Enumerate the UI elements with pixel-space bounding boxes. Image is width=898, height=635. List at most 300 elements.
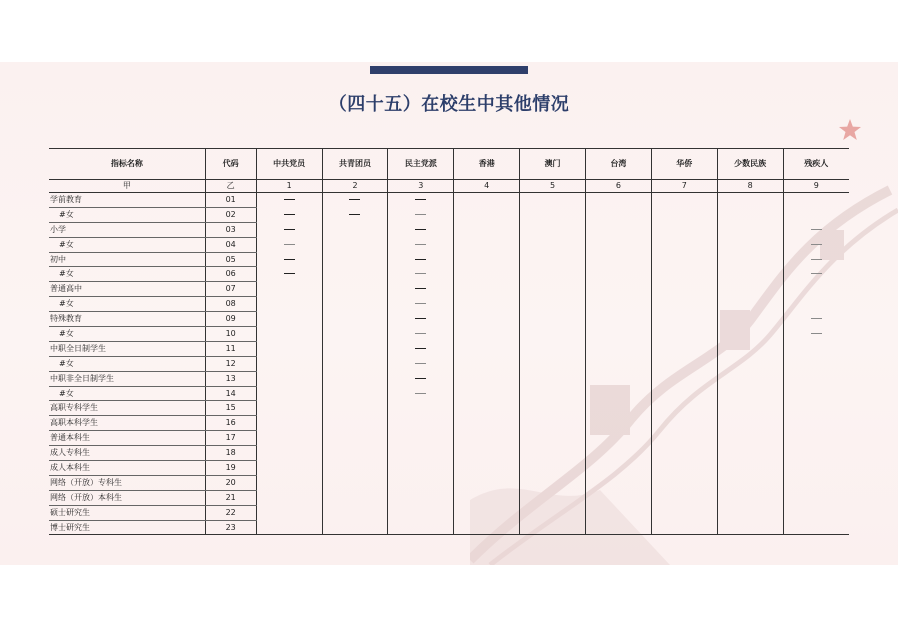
cell-col-6 bbox=[586, 207, 652, 222]
cell-col-3 bbox=[388, 371, 454, 386]
cell-col-7 bbox=[651, 461, 717, 476]
cell-col-2 bbox=[322, 475, 388, 490]
row-code: 23 bbox=[205, 520, 256, 535]
cell-col-9 bbox=[783, 297, 849, 312]
cell-col-8 bbox=[717, 371, 783, 386]
cell-col-7 bbox=[651, 207, 717, 222]
row-name: 高职专科学生 bbox=[49, 401, 205, 416]
cell-col-2 bbox=[322, 312, 388, 327]
row-name: #女 bbox=[49, 267, 205, 282]
data-table bbox=[49, 148, 849, 535]
table-row bbox=[49, 341, 849, 356]
cell-col-1 bbox=[256, 222, 322, 237]
dash-mark bbox=[284, 244, 295, 245]
subheader-col-5: 5 bbox=[520, 180, 586, 193]
cell-col-5 bbox=[520, 207, 586, 222]
cell-col-6 bbox=[586, 520, 652, 535]
subheader-col-1: 1 bbox=[256, 180, 322, 193]
cell-col-7 bbox=[651, 341, 717, 356]
cell-col-7 bbox=[651, 312, 717, 327]
row-name: 网络（开放）专科生 bbox=[49, 475, 205, 490]
row-name: 硕士研究生 bbox=[49, 505, 205, 520]
dash-mark bbox=[415, 199, 426, 200]
cell-col-5 bbox=[520, 431, 586, 446]
row-name: 中职非全日制学生 bbox=[49, 371, 205, 386]
dash-mark bbox=[415, 244, 426, 245]
cell-col-3 bbox=[388, 341, 454, 356]
row-name: 网络（开放）本科生 bbox=[49, 490, 205, 505]
cell-col-4 bbox=[454, 431, 520, 446]
cell-col-9 bbox=[783, 341, 849, 356]
cell-col-3 bbox=[388, 237, 454, 252]
cell-col-7 bbox=[651, 356, 717, 371]
row-code: 18 bbox=[205, 446, 256, 461]
header-name: 指标名称 bbox=[49, 149, 205, 180]
cell-col-7 bbox=[651, 431, 717, 446]
cell-col-4 bbox=[454, 341, 520, 356]
header-row bbox=[49, 149, 849, 180]
cell-col-4 bbox=[454, 505, 520, 520]
cell-col-6 bbox=[586, 327, 652, 342]
cell-col-6 bbox=[586, 386, 652, 401]
cell-col-2 bbox=[322, 356, 388, 371]
header-col-5: 澳门 bbox=[520, 149, 586, 180]
cell-col-4 bbox=[454, 193, 520, 208]
cell-col-1 bbox=[256, 416, 322, 431]
row-name: 中职全日制学生 bbox=[49, 341, 205, 356]
dash-mark bbox=[415, 259, 426, 260]
cell-col-9 bbox=[783, 312, 849, 327]
dash-mark bbox=[415, 333, 426, 334]
cell-col-6 bbox=[586, 401, 652, 416]
cell-col-2 bbox=[322, 386, 388, 401]
cell-col-4 bbox=[454, 475, 520, 490]
cell-col-6 bbox=[586, 431, 652, 446]
dash-mark bbox=[415, 273, 426, 274]
cell-col-7 bbox=[651, 416, 717, 431]
cell-col-3 bbox=[388, 446, 454, 461]
row-code: 14 bbox=[205, 386, 256, 401]
dash-mark bbox=[415, 318, 426, 319]
cell-col-3 bbox=[388, 520, 454, 535]
cell-col-1 bbox=[256, 207, 322, 222]
cell-col-4 bbox=[454, 297, 520, 312]
row-name: 博士研究生 bbox=[49, 520, 205, 535]
cell-col-5 bbox=[520, 222, 586, 237]
cell-col-2 bbox=[322, 193, 388, 208]
cell-col-2 bbox=[322, 237, 388, 252]
header-col-2: 共青团员 bbox=[322, 149, 388, 180]
cell-col-1 bbox=[256, 356, 322, 371]
cell-col-5 bbox=[520, 267, 586, 282]
cell-col-6 bbox=[586, 193, 652, 208]
cell-col-3 bbox=[388, 312, 454, 327]
cell-col-9 bbox=[783, 520, 849, 535]
cell-col-2 bbox=[322, 222, 388, 237]
cell-col-2 bbox=[322, 446, 388, 461]
table-row bbox=[49, 237, 849, 252]
cell-col-9 bbox=[783, 446, 849, 461]
table-row bbox=[49, 327, 849, 342]
cell-col-3 bbox=[388, 327, 454, 342]
cell-col-8 bbox=[717, 505, 783, 520]
cell-col-6 bbox=[586, 505, 652, 520]
cell-col-5 bbox=[520, 505, 586, 520]
table-row bbox=[49, 297, 849, 312]
row-code: 22 bbox=[205, 505, 256, 520]
dash-mark bbox=[284, 259, 295, 260]
cell-col-8 bbox=[717, 193, 783, 208]
row-name: 初中 bbox=[49, 252, 205, 267]
cell-col-9 bbox=[783, 267, 849, 282]
cell-col-9 bbox=[783, 207, 849, 222]
cell-col-5 bbox=[520, 312, 586, 327]
subheader-col-6: 6 bbox=[586, 180, 652, 193]
cell-col-7 bbox=[651, 222, 717, 237]
cell-col-3 bbox=[388, 475, 454, 490]
row-code: 03 bbox=[205, 222, 256, 237]
row-name: #女 bbox=[49, 356, 205, 371]
cell-col-3 bbox=[388, 401, 454, 416]
row-name: 成人专科生 bbox=[49, 446, 205, 461]
cell-col-1 bbox=[256, 267, 322, 282]
row-code: 01 bbox=[205, 193, 256, 208]
cell-col-5 bbox=[520, 371, 586, 386]
star-icon bbox=[838, 118, 862, 142]
cell-col-7 bbox=[651, 297, 717, 312]
subheader-name: 甲 bbox=[49, 180, 205, 193]
dash-mark bbox=[415, 288, 426, 289]
cell-col-8 bbox=[717, 475, 783, 490]
dash-mark bbox=[284, 199, 295, 200]
table-row bbox=[49, 446, 849, 461]
cell-col-5 bbox=[520, 297, 586, 312]
cell-col-3 bbox=[388, 267, 454, 282]
cell-col-2 bbox=[322, 297, 388, 312]
cell-col-8 bbox=[717, 356, 783, 371]
row-name: #女 bbox=[49, 386, 205, 401]
cell-col-6 bbox=[586, 490, 652, 505]
cell-col-6 bbox=[586, 312, 652, 327]
row-name: 特殊教育 bbox=[49, 312, 205, 327]
cell-col-8 bbox=[717, 237, 783, 252]
cell-col-2 bbox=[322, 490, 388, 505]
cell-col-2 bbox=[322, 416, 388, 431]
cell-col-8 bbox=[717, 490, 783, 505]
cell-col-6 bbox=[586, 237, 652, 252]
cell-col-9 bbox=[783, 401, 849, 416]
subheader-code: 乙 bbox=[205, 180, 256, 193]
cell-col-1 bbox=[256, 252, 322, 267]
cell-col-3 bbox=[388, 416, 454, 431]
cell-col-3 bbox=[388, 490, 454, 505]
cell-col-4 bbox=[454, 282, 520, 297]
dash-mark bbox=[415, 363, 426, 364]
cell-col-7 bbox=[651, 237, 717, 252]
cell-col-1 bbox=[256, 282, 322, 297]
row-name: 成人本科生 bbox=[49, 461, 205, 476]
table-row bbox=[49, 252, 849, 267]
dash-mark bbox=[415, 393, 426, 394]
cell-col-7 bbox=[651, 282, 717, 297]
table-row bbox=[49, 207, 849, 222]
cell-col-6 bbox=[586, 267, 652, 282]
cell-col-1 bbox=[256, 490, 322, 505]
cell-col-5 bbox=[520, 193, 586, 208]
cell-col-7 bbox=[651, 401, 717, 416]
cell-col-4 bbox=[454, 252, 520, 267]
cell-col-2 bbox=[322, 252, 388, 267]
cell-col-8 bbox=[717, 297, 783, 312]
cell-col-1 bbox=[256, 312, 322, 327]
cell-col-5 bbox=[520, 416, 586, 431]
cell-col-3 bbox=[388, 431, 454, 446]
cell-col-5 bbox=[520, 327, 586, 342]
cell-col-1 bbox=[256, 386, 322, 401]
row-name: 学前教育 bbox=[49, 193, 205, 208]
table-row bbox=[49, 416, 849, 431]
dash-mark bbox=[349, 214, 360, 215]
cell-col-4 bbox=[454, 237, 520, 252]
cell-col-9 bbox=[783, 416, 849, 431]
cell-col-2 bbox=[322, 431, 388, 446]
dash-mark bbox=[415, 303, 426, 304]
cell-col-1 bbox=[256, 193, 322, 208]
header-col-4: 香港 bbox=[454, 149, 520, 180]
cell-col-5 bbox=[520, 252, 586, 267]
cell-col-7 bbox=[651, 520, 717, 535]
cell-col-7 bbox=[651, 327, 717, 342]
cell-col-4 bbox=[454, 386, 520, 401]
row-name: 小学 bbox=[49, 222, 205, 237]
cell-col-2 bbox=[322, 327, 388, 342]
cell-col-1 bbox=[256, 341, 322, 356]
cell-col-4 bbox=[454, 327, 520, 342]
table-row bbox=[49, 371, 849, 386]
table-row bbox=[49, 282, 849, 297]
cell-col-3 bbox=[388, 252, 454, 267]
row-code: 05 bbox=[205, 252, 256, 267]
cell-col-9 bbox=[783, 431, 849, 446]
cell-col-1 bbox=[256, 446, 322, 461]
cell-col-5 bbox=[520, 461, 586, 476]
cell-col-6 bbox=[586, 446, 652, 461]
page-title: （四十五）在校生中其他情况 bbox=[328, 94, 570, 115]
cell-col-7 bbox=[651, 267, 717, 282]
row-code: 19 bbox=[205, 461, 256, 476]
cell-col-3 bbox=[388, 222, 454, 237]
cell-col-4 bbox=[454, 267, 520, 282]
cell-col-6 bbox=[586, 222, 652, 237]
cell-col-8 bbox=[717, 386, 783, 401]
cell-col-5 bbox=[520, 356, 586, 371]
cell-col-9 bbox=[783, 371, 849, 386]
dash-mark bbox=[349, 199, 360, 200]
row-code: 02 bbox=[205, 207, 256, 222]
cell-col-7 bbox=[651, 475, 717, 490]
row-code: 16 bbox=[205, 416, 256, 431]
header-col-3: 民主党派 bbox=[388, 149, 454, 180]
header-col-1: 中共党员 bbox=[256, 149, 322, 180]
cell-col-4 bbox=[454, 371, 520, 386]
cell-col-9 bbox=[783, 386, 849, 401]
cell-col-8 bbox=[717, 222, 783, 237]
table-row bbox=[49, 431, 849, 446]
cell-col-7 bbox=[651, 386, 717, 401]
cell-col-7 bbox=[651, 371, 717, 386]
table-row bbox=[49, 386, 849, 401]
cell-col-6 bbox=[586, 282, 652, 297]
row-code: 11 bbox=[205, 341, 256, 356]
cell-col-6 bbox=[586, 297, 652, 312]
dash-mark bbox=[811, 318, 822, 319]
cell-col-2 bbox=[322, 461, 388, 476]
table-row bbox=[49, 267, 849, 282]
table-row bbox=[49, 505, 849, 520]
cell-col-9 bbox=[783, 193, 849, 208]
cell-col-8 bbox=[717, 416, 783, 431]
cell-col-6 bbox=[586, 461, 652, 476]
cell-col-9 bbox=[783, 282, 849, 297]
row-code: 08 bbox=[205, 297, 256, 312]
cell-col-5 bbox=[520, 341, 586, 356]
row-code: 21 bbox=[205, 490, 256, 505]
cell-col-8 bbox=[717, 267, 783, 282]
cell-col-9 bbox=[783, 356, 849, 371]
subheader-col-3: 3 bbox=[388, 180, 454, 193]
cell-col-1 bbox=[256, 520, 322, 535]
cell-col-5 bbox=[520, 490, 586, 505]
row-code: 17 bbox=[205, 431, 256, 446]
row-code: 09 bbox=[205, 312, 256, 327]
cell-col-3 bbox=[388, 356, 454, 371]
cell-col-8 bbox=[717, 282, 783, 297]
dash-mark bbox=[284, 229, 295, 230]
cell-col-1 bbox=[256, 461, 322, 476]
cell-col-2 bbox=[322, 267, 388, 282]
row-code: 04 bbox=[205, 237, 256, 252]
cell-col-4 bbox=[454, 490, 520, 505]
cell-col-8 bbox=[717, 461, 783, 476]
table-body bbox=[49, 193, 849, 535]
row-name: 高职本科学生 bbox=[49, 416, 205, 431]
header-code: 代码 bbox=[205, 149, 256, 180]
cell-col-3 bbox=[388, 297, 454, 312]
cell-col-3 bbox=[388, 505, 454, 520]
cell-col-1 bbox=[256, 237, 322, 252]
cell-col-9 bbox=[783, 490, 849, 505]
cell-col-3 bbox=[388, 461, 454, 476]
cell-col-1 bbox=[256, 505, 322, 520]
cell-col-7 bbox=[651, 446, 717, 461]
cell-col-9 bbox=[783, 505, 849, 520]
subheader-col-9: 9 bbox=[783, 180, 849, 193]
cell-col-6 bbox=[586, 371, 652, 386]
row-code: 10 bbox=[205, 327, 256, 342]
cell-col-3 bbox=[388, 386, 454, 401]
cell-col-1 bbox=[256, 327, 322, 342]
cell-col-2 bbox=[322, 371, 388, 386]
dash-mark bbox=[284, 273, 295, 274]
header-col-7: 华侨 bbox=[651, 149, 717, 180]
row-name: #女 bbox=[49, 207, 205, 222]
table-row bbox=[49, 490, 849, 505]
header-col-9: 残疾人 bbox=[783, 149, 849, 180]
cell-col-9 bbox=[783, 475, 849, 490]
cell-col-5 bbox=[520, 282, 586, 297]
cell-col-4 bbox=[454, 312, 520, 327]
cell-col-3 bbox=[388, 282, 454, 297]
table-row bbox=[49, 461, 849, 476]
cell-col-8 bbox=[717, 520, 783, 535]
title-accent-bar bbox=[370, 66, 528, 74]
cell-col-8 bbox=[717, 252, 783, 267]
subheader-col-7: 7 bbox=[651, 180, 717, 193]
cell-col-8 bbox=[717, 207, 783, 222]
cell-col-4 bbox=[454, 356, 520, 371]
cell-col-1 bbox=[256, 401, 322, 416]
cell-col-8 bbox=[717, 312, 783, 327]
subheader-col-2: 2 bbox=[322, 180, 388, 193]
row-code: 15 bbox=[205, 401, 256, 416]
cell-col-9 bbox=[783, 222, 849, 237]
cell-col-2 bbox=[322, 520, 388, 535]
cell-col-5 bbox=[520, 386, 586, 401]
cell-col-4 bbox=[454, 222, 520, 237]
cell-col-6 bbox=[586, 475, 652, 490]
cell-col-9 bbox=[783, 252, 849, 267]
cell-col-8 bbox=[717, 327, 783, 342]
cell-col-1 bbox=[256, 297, 322, 312]
row-code: 07 bbox=[205, 282, 256, 297]
row-name: 普通高中 bbox=[49, 282, 205, 297]
cell-col-2 bbox=[322, 341, 388, 356]
cell-col-2 bbox=[322, 505, 388, 520]
cell-col-4 bbox=[454, 416, 520, 431]
cell-col-2 bbox=[322, 401, 388, 416]
cell-col-5 bbox=[520, 401, 586, 416]
header-col-6: 台湾 bbox=[586, 149, 652, 180]
cell-col-7 bbox=[651, 252, 717, 267]
table-row bbox=[49, 356, 849, 371]
table-row bbox=[49, 222, 849, 237]
dash-mark bbox=[811, 229, 822, 230]
cell-col-4 bbox=[454, 401, 520, 416]
cell-col-5 bbox=[520, 475, 586, 490]
row-name: #女 bbox=[49, 327, 205, 342]
cell-col-4 bbox=[454, 207, 520, 222]
cell-col-5 bbox=[520, 446, 586, 461]
dash-mark bbox=[811, 244, 822, 245]
row-name: 普通本科生 bbox=[49, 431, 205, 446]
dash-mark bbox=[415, 348, 426, 349]
table-row bbox=[49, 193, 849, 208]
cell-col-3 bbox=[388, 207, 454, 222]
cell-col-7 bbox=[651, 490, 717, 505]
cell-col-6 bbox=[586, 252, 652, 267]
cell-col-8 bbox=[717, 401, 783, 416]
subheader-col-8: 8 bbox=[717, 180, 783, 193]
cell-col-6 bbox=[586, 416, 652, 431]
cell-col-9 bbox=[783, 461, 849, 476]
row-code: 20 bbox=[205, 475, 256, 490]
cell-col-4 bbox=[454, 520, 520, 535]
cell-col-2 bbox=[322, 282, 388, 297]
dash-mark bbox=[415, 378, 426, 379]
table-row bbox=[49, 312, 849, 327]
cell-col-2 bbox=[322, 207, 388, 222]
cell-col-1 bbox=[256, 431, 322, 446]
